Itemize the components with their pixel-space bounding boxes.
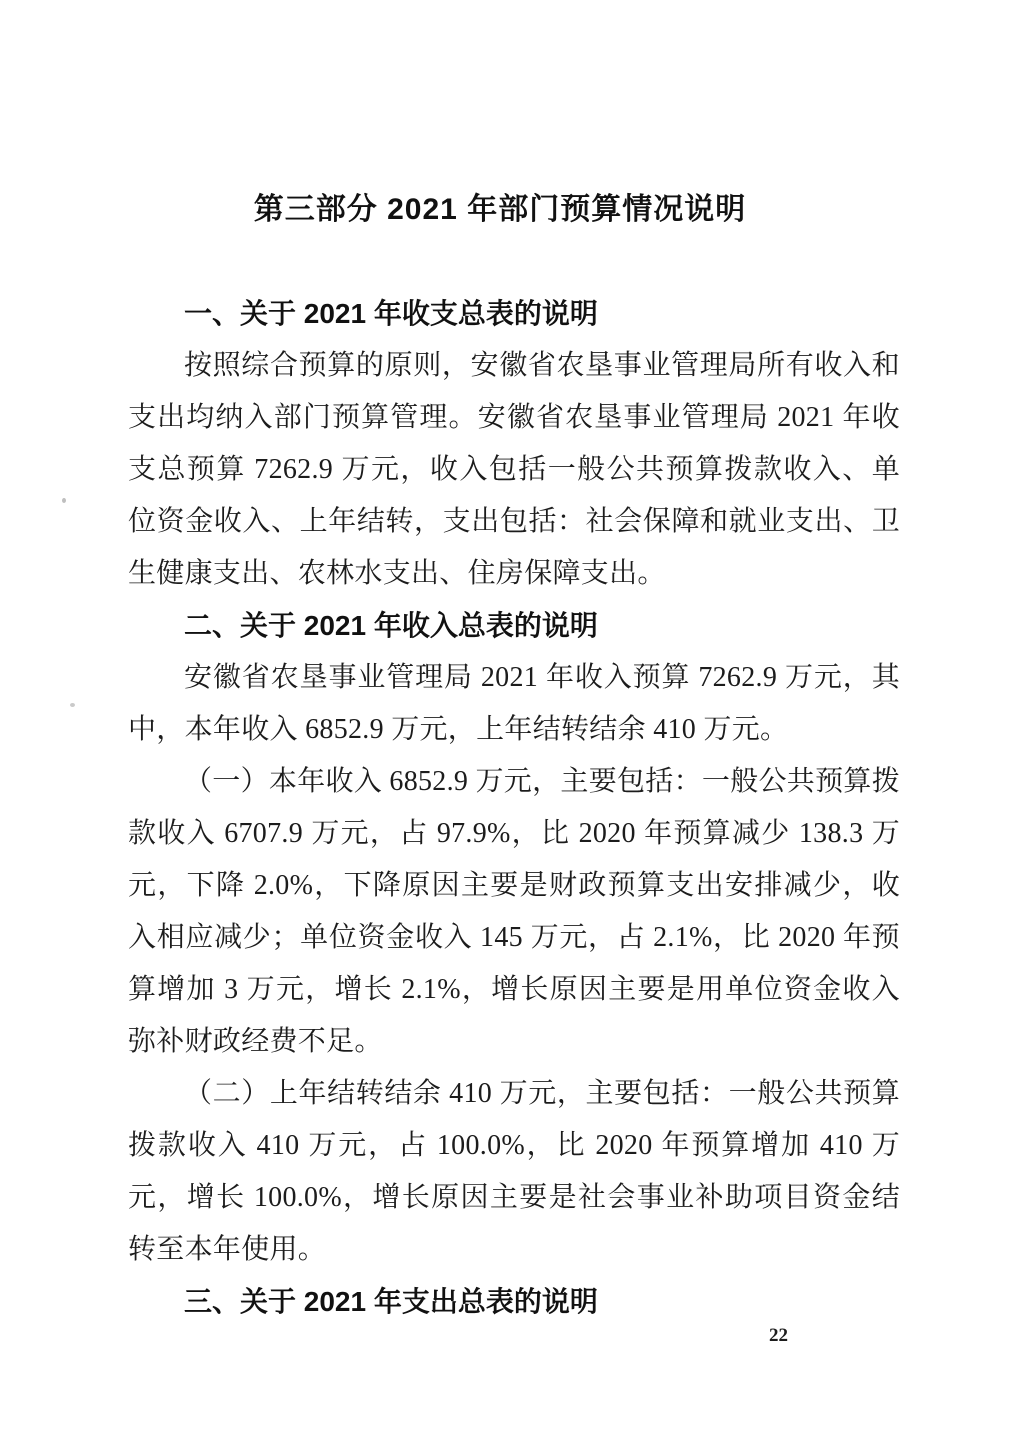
section-heading: 三、关于 2021 年支出总表的说明	[184, 1286, 598, 1317]
document-body	[128, 288, 900, 1328]
section-heading: 一、关于 2021 年收支总表的说明	[184, 298, 598, 329]
page-number: 22	[769, 1325, 788, 1346]
scan-artifact-dot	[62, 498, 66, 503]
body-paragraph: （二）上年结转结余 410 万元，主要包括：一般公共预算拨款收入 410 万元，占 100.0%，比 2020 年预算增加 410 万元，增长 100.0%，增长原因主要是社会事业补助项目资金结转至本年使用。	[128, 1078, 900, 1265]
body-paragraph: 按照综合预算的原则，安徽省农垦事业管理局所有收入和支出均纳入部门预算管理。安徽省农垦事业管理局 2021 年收支总预算 7262.9 万元，收入包括一般公共预算拨款收入、单位资金收入、上年结转，支出包括：社会保障和就业支出、卫生健康支出、农林水支出、住房保障支出。	[128, 350, 900, 589]
document-content	[128, 0, 900, 1328]
body-paragraph: 安徽省农垦事业管理局 2021 年收入预算 7262.9 万元，其中，本年收入 6852.9 万元，上年结转结余 410 万元。	[128, 662, 900, 745]
section-heading: 二、关于 2021 年收入总表的说明	[184, 610, 598, 641]
document-title: 第三部分 2021 年部门预算情况说明	[253, 193, 747, 226]
body-paragraph: （一）本年收入 6852.9 万元，主要包括：一般公共预算拨款收入 6707.9 万元，占 97.9%，比 2020 年预算减少 138.3 万元，下降 2.0%，下降原因主要是财政预算支出安排减少，收入相应减少；单位资金收入 145 万元，占 2.1%，比 2020 年预算增加 3 万元，增长 2.1%，增长原因主要是用单位资金收入弥补财政经费不足。	[128, 766, 901, 1057]
scan-artifact-dot	[70, 703, 75, 707]
